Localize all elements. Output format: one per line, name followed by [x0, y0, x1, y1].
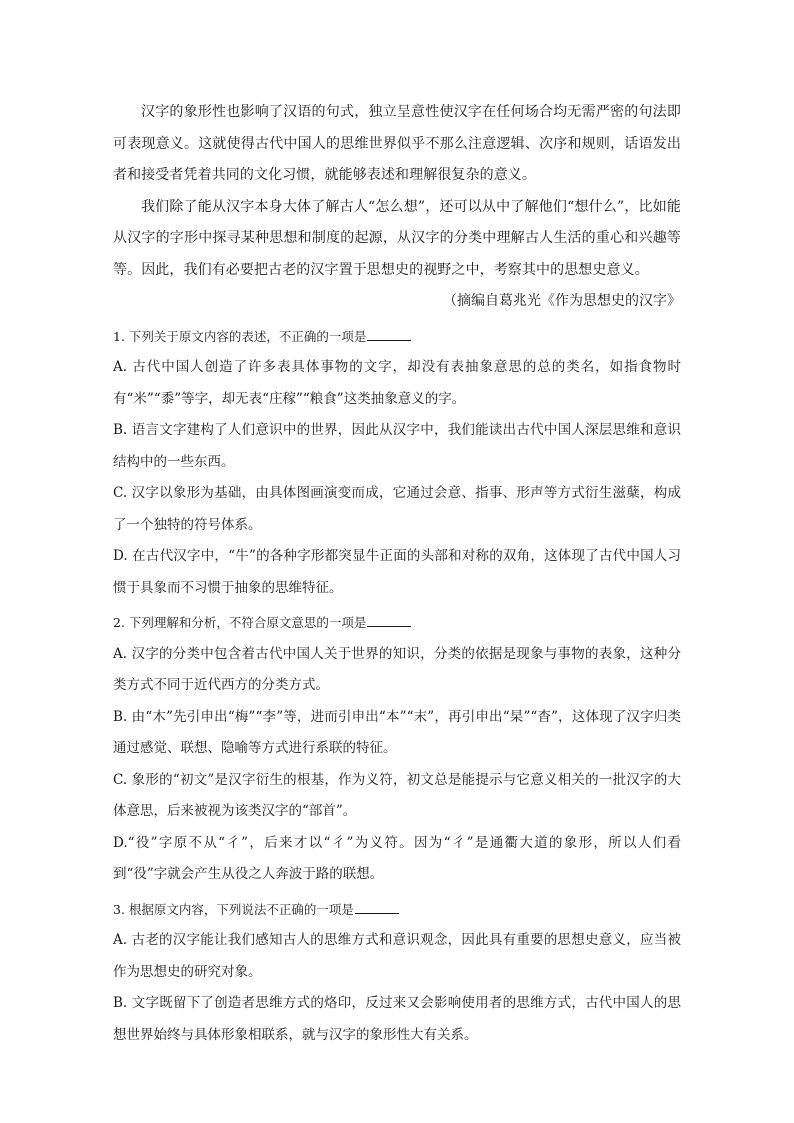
question-1-option-d[interactable]: D. 在古代汉字中，“牛”的各种字形都突显牛正面的头部和对称的双角，这体现了古代中国人习惯于具象而不习惯于抽象的思维特征。 — [113, 548, 681, 596]
question-2-option-a[interactable]: A. 汉字的分类中包含着古代中国人关于世界的知识，分类的依据是现象与事物的表象，这种分类方式不同于近代西方的分类方式。 — [113, 645, 681, 693]
question-3-stem — [113, 894, 681, 926]
answer-blank[interactable] — [367, 612, 411, 627]
question-1 — [113, 321, 681, 605]
question-3 — [113, 894, 681, 1052]
question-3-option-b[interactable]: B. 文字既留下了创造者思维方式的烙印，反过来又会影响使用者的思维方式，古代中国人的思想世界始终与具体形象相联系，就与汉字的象形性大有关系。 — [113, 995, 681, 1043]
answer-blank[interactable] — [355, 899, 399, 914]
question-2-stem — [113, 607, 681, 639]
question-stem-text: 2. 下列理解和分析，不符合原文意思的一项是 — [113, 615, 367, 630]
passage-source: （摘编自葛兆光《作为思想史的汉字》 — [443, 293, 681, 309]
question-2 — [113, 607, 681, 891]
question-1-option-b[interactable]: B. 语言文字建构了人们意识中的世界，因此从汉字中，我们能读出古代中国人深层思维和意识结构中的一些东西。 — [113, 422, 681, 470]
question-1-option-a[interactable]: A. 古代中国人创造了许多表具体事物的文字，却没有表抽象意思的总的类名，如指食物时有“米”“黍”等字，却无表“庄稼”“粮食”这类抽象意义的字。 — [113, 359, 681, 407]
question-stem-text: 1. 下列关于原文内容的表述，不正确的一项是 — [113, 328, 367, 344]
passage-paragraph-2: 我们除了能从汉字本身大体了解古人“怎么想”，还可以从中了解他们“想什么”，比如能从汉字的字形中探寻某种思想和制度的起源，从汉字的分类中理解古人生活的重心和兴趣等等。因此，我们有必要把古老的汉字置于思想史的视野之中，考察其中的思想史意义。 — [113, 198, 681, 278]
question-2-option-c[interactable]: C. 象形的“初文”是汉字衍生的根基，作为义符，初文总是能提示与它意义相关的一批汉字的大体意思，后来被视为该类汉字的“部首”。 — [113, 771, 681, 819]
question-2-option-b[interactable]: B. 由“木”先引申出“梅”“李”等，进而引申出“本”“末”，再引申出“杲”“杳”，这体现了汉字归类通过感觉、联想、隐喻等方式进行系联的特征。 — [113, 708, 681, 756]
passage-paragraph-1: 汉字的象形性也影响了汉语的句式，独立呈意性使汉字在任何场合均无需严密的句法即可表现意义。这就使得古代中国人的思维世界似乎不那么注意逻辑、次序和规则，话语发出者和接受者凭着共同的文化习惯，就能够表述和理解很复杂的意义。 — [113, 104, 681, 183]
question-2-option-d[interactable]: D.“役”字原不从“彳”，后来才以“彳”为义符。因为“彳”是通衢大道的象形，所以人们看到“役”字就会产生从役之人奔波于路的联想。 — [113, 834, 681, 882]
answer-blank[interactable] — [367, 326, 411, 341]
question-3-option-a[interactable]: A. 古老的汉字能让我们感知古人的思维方式和意识观念，因此具有重要的思想史意义，应当被作为思想史的研究对象。 — [113, 932, 681, 980]
document-body — [113, 97, 681, 1051]
question-1-option-c[interactable]: C. 汉字以象形为基础，由具体图画演变而成，它通过会意、指事、形声等方式衍生滋蘖，构成了一个独特的符号体系。 — [113, 485, 681, 533]
question-stem-text: 3. 根据原文内容，下列说法不正确的一项是 — [113, 901, 354, 917]
question-1-stem — [113, 321, 681, 353]
